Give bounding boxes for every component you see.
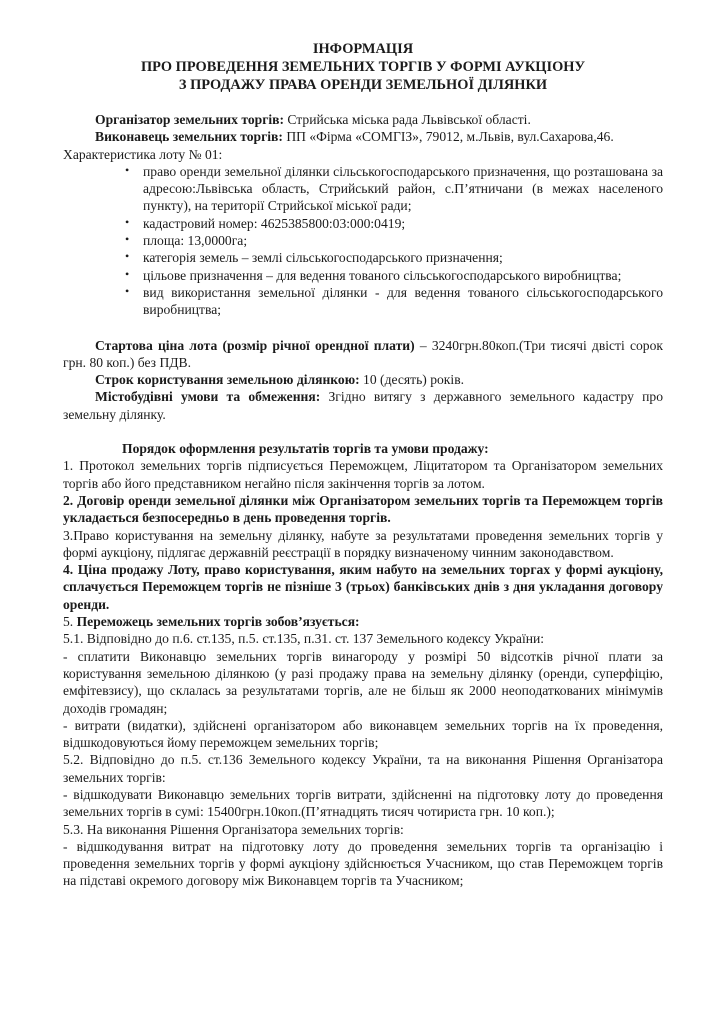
bullet-icon: • [125, 283, 130, 298]
planning-value: Згідно витягу з державного земельного кадастру про земельну ділянку. [63, 389, 663, 422]
organizer-value: Стрийська міська рада Львівської області. [284, 112, 531, 127]
executor-paragraph [63, 128, 663, 145]
lot-heading: Характеристика лоту № 01: [63, 146, 223, 162]
clause-5-1-dash-1: - сплатити Виконавцю земельних торгів винагороду у розмірі 50 відсотків річної плати за користування земельною ділянкою (у разі продажу права на земельну ділянку (оренди, суперфіцію, емфітевзису), що склалась за результатами торгів, але не більш як 2000 неоподаткованих мінімумів доходів громадян; [63, 648, 663, 716]
start-price-label: Стартова ціна лота (розмір річної орендної плати) [95, 337, 415, 353]
document-title [63, 40, 663, 94]
lot-bullet-text: категорія земель – землі сільськогосподарського призначення; [143, 250, 503, 266]
list-item [125, 249, 663, 266]
clause-5-label: Переможець земельних торгів зобов’язується: [76, 614, 360, 630]
list-item [125, 214, 663, 232]
planning-paragraph [63, 388, 663, 423]
clause-5-3-dash-1: - відшкодування витрат на підготовку лоту до проведення земельних торгів та організацію і проведення земельних торгів у формі аукціону здійснюється Учасником, що став Переможцем торгів на підставі окремого договору між Виконавцем торгів та Учасником; [63, 838, 663, 889]
clause-3: 3.Право користування на земельну ділянку, набуте за результатами проведення земельних торгів у формі аукціону, підлягає державній реєстрації в порядку визначеному чинним законодавством. [63, 527, 663, 560]
planning-label: Містобудівні умови та обмеження: [95, 389, 321, 405]
clause-5-number: 5. [63, 614, 77, 630]
title-line-2: ПРО ПРОВЕДЕННЯ ЗЕМЕЛЬНИХ ТОРГІВ У ФОРМІ АУКЦІОНУ [140, 59, 586, 75]
clause-1: 1. Протокол земельних торгів підписується Переможцем, Ліцитатором та Організатором земельних торгів або його представником негайно після закінчення торгів за лотом. [63, 458, 663, 491]
bullet-icon: • [125, 232, 130, 247]
lot-bullet-text: право оренди земельної ділянки сільськогосподарського призначення, що розташована за адресою:Львівська область, Стрийський район, с.П’ятничани (в межах населеного пункту), на території Стрийської міської ради; [143, 163, 663, 214]
spacer [63, 319, 663, 337]
lot-bullet-text: вид використання земельної ділянки - для ведення тованого сільськогосподарського виробництва; [143, 284, 663, 318]
lot-characteristics-list [63, 163, 663, 319]
list-item [125, 283, 663, 319]
bullet-icon: • [125, 162, 130, 177]
title-line-1: ІНФОРМАЦІЯ [312, 41, 414, 57]
organizer-label: Організатор земельних торгів: [95, 112, 285, 127]
bullet-icon: • [125, 266, 130, 281]
term-label: Строк користування земельною ділянкою: [95, 372, 360, 388]
clause-4: 4. Ціна продажу Лоту, право користування, яким набуто на земельних торгах у формі аукціону, сплачується Переможцем торгів не пізніше 3 (трьох) банківських днів з дня укладання договору оренди. [63, 562, 663, 612]
list-item [125, 266, 663, 284]
bullet-icon: • [125, 249, 130, 264]
term-value: 10 (десять) років. [359, 372, 465, 388]
clause-5-2: 5.2. Відповідно до п.5. ст.136 Земельного кодексу України, та на виконання Рішення Організатора земельних торгів: [63, 752, 663, 785]
lot-bullet-text: кадастровий номер: 4625385800:03:000:0419; [143, 215, 406, 231]
clause-5 [63, 613, 663, 630]
spacer [63, 423, 663, 440]
clause-5-2-dash-1: - відшкодувати Виконавцю земельних торгів витрати, здійсненні на підготовку лоту до проведення земельних торгів в сумі: 15400грн.10коп.(П’ятнадцять тисяч чотириста грн. 10 коп.); [63, 786, 663, 820]
start-price-paragraph [63, 337, 663, 372]
term-paragraph [63, 371, 663, 388]
clause-5-1-dash-2: - витрати (видатки), здійснені організатором або виконавцем земельних торгів на їх проведення, відшкодовуються йому переможцем земельних торгів; [63, 717, 663, 751]
clause-2: 2. Договір оренди земельної ділянки між Організатором земельних торгів та Переможцем торгів укладається безпосередньо в день проведення торгів. [63, 492, 663, 526]
clause-5-1: 5.1. Відповідно до п.6. ст.135, п.5. ст.135, п.31. ст. 137 Земельного кодексу України: [63, 631, 545, 647]
title-line-3: З ПРОДАЖУ ПРАВА ОРЕНДИ ЗЕМЕЛЬНОЇ ДІЛЯНКИ [178, 77, 548, 93]
executor-label: Виконавець земельних торгів: [95, 129, 283, 145]
start-price-value: – 3240грн.80коп.(Три тисячі двісті сорок грн. 80 коп.) без ПДВ. [63, 337, 664, 370]
list-item [125, 162, 663, 215]
organizer-paragraph [63, 111, 663, 128]
procedure-heading: Порядок оформлення результатів торгів та умови продажу: [122, 441, 489, 457]
lot-bullet-text: цільове призначення – для ведення тованого сільськогосподарського виробництва; [143, 267, 622, 283]
bullet-icon: • [125, 214, 130, 229]
executor-value: ПП «Фірма «СОМГІЗ», 79012, м.Львів, вул.Сахарова,46. [282, 129, 614, 145]
lot-bullet-text: площа: 13,0000га; [143, 233, 248, 249]
list-item [125, 232, 663, 249]
clause-5-3: 5.3. На виконання Рішення Організатора земельних торгів: [63, 821, 404, 837]
